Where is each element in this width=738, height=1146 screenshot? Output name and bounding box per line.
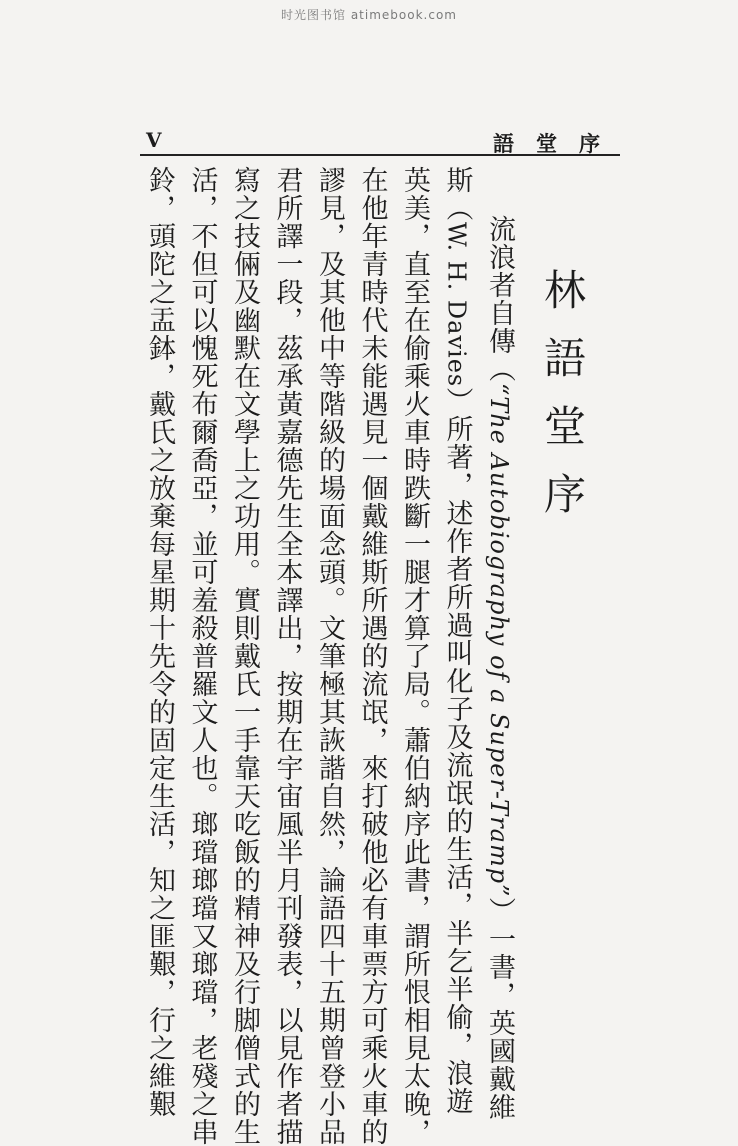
text-column: [393, 166, 436, 1146]
text-segment: 鈴，頭陀之盂鉢，戴氏之放棄每星期十先令的固定生活，知之匪艱，行之維艱: [144, 166, 175, 1118]
text-column: [138, 166, 181, 1118]
text-column: [435, 166, 478, 1116]
latin-text: “The Autobiography of a Super-Tramp”: [485, 383, 513, 898]
text-column: [180, 166, 223, 1146]
page-title: 林語堂序: [538, 268, 587, 540]
text-segment: 活，不但可以愧死布爾喬亞，並可羞殺普羅文人也。瑯璫瑯璫又瑯璫，老殘之串: [186, 166, 218, 1146]
body-text: [140, 166, 520, 1146]
text-segment: 謬見，及其他中等階級的場面念頭。文筆極其詼諧自然，論語四十五期曾登小品: [314, 166, 345, 1146]
text-segment: 英美，直至在偷乘火車時跌斷一腿才算了局。蕭伯納序此書，謂所恨相見太晚，: [399, 166, 430, 1146]
text-segment: ）所著，述作者所過叫化子及流氓的生活，半乞半偷，浪遊: [441, 387, 473, 1116]
running-head: 語堂序: [493, 131, 622, 156]
page-number: V: [146, 128, 162, 152]
header-rule: [140, 154, 620, 156]
text-segment: 斯（: [441, 166, 473, 222]
text-column: [350, 166, 393, 1146]
text-segment: 流浪者自傳（: [484, 215, 515, 383]
text-column: [223, 166, 266, 1146]
text-segment: 寫之技倆及幽默在文學上之功用。實則戴氏一手靠天吃飯的精神及行脚僧式的生: [229, 166, 260, 1146]
watermark: 时光图书馆 atimebook.com: [281, 8, 457, 22]
text-column: [265, 166, 308, 1146]
text-segment: ）一書，英國戴維: [484, 897, 515, 1122]
text-column: [308, 166, 351, 1146]
text-column: [478, 166, 521, 1122]
text-segment: 君所譯一段，茲承黃嘉德先生全本譯出，按期在宇宙風半月刊發表，以見作者描: [271, 166, 303, 1146]
text-segment: 在他年青時代未能遇見一個戴維斯所遇的流氓，來打破他必有車票方可乘火車的: [356, 166, 388, 1146]
latin-text: W. H. Davies: [442, 222, 471, 388]
